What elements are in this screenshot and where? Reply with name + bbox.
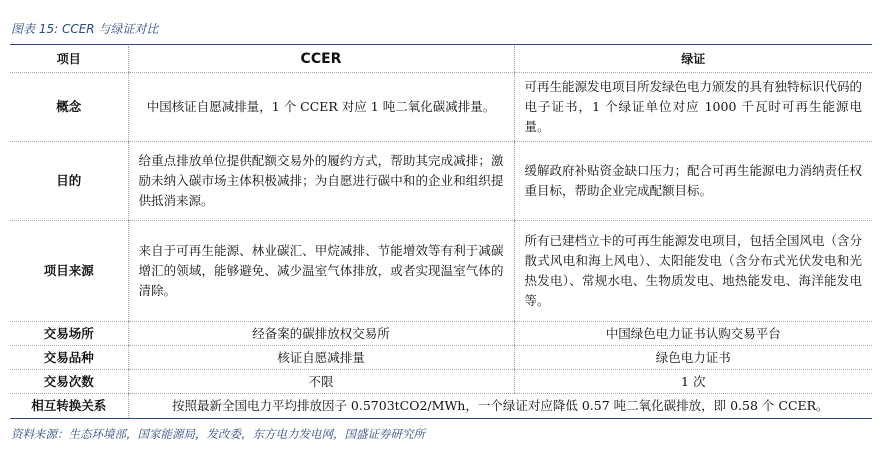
row-label: 交易次数: [10, 370, 128, 394]
figure-caption: 图表 15: CCER 与绿证对比: [11, 22, 159, 36]
header-row: [10, 46, 872, 73]
header-ccer: CCER: [128, 46, 514, 73]
row-label: 项目来源: [10, 221, 128, 322]
header-green-certificate: 绿证: [514, 46, 872, 73]
conversion-text: 按照最新全国电力平均排放因子 0.5703tCO2/MWh，一个绿证对应降低 0.57 吨二氧化碳排放，即 0.58 个 CCER。: [128, 394, 872, 419]
table-row: [10, 346, 872, 370]
row-label: 交易品种: [10, 346, 128, 370]
conversion-row: [10, 394, 872, 419]
ccer-cell: 给重点排放单位提供配额交易外的履约方式，帮助其完成减排；激励未纳入碳市场主体积极减排；为自愿进行碳中和的企业和组织提供抵消来源。: [128, 142, 514, 221]
green-cell: 绿色电力证书: [514, 346, 872, 370]
green-cell: 所有已建档立卡的可再生能源发电项目，包括全国风电（含分散式风电和海上风电）、太阳能发电（含分布式光伏发电和光热发电）、常规水电、生物质发电、地热能发电、海洋能发电等。: [514, 221, 872, 322]
table-row: [10, 322, 872, 346]
table-row: [10, 73, 872, 142]
table-row: [10, 221, 872, 322]
green-cell: 中国绿色电力证书认购交易平台: [514, 322, 872, 346]
row-label: 交易场所: [10, 322, 128, 346]
caption-divider: [10, 44, 872, 45]
ccer-cell: 中国核证自愿减排量，1 个 CCER 对应 1 吨二氧化碳减排量。: [128, 73, 514, 142]
table-row: [10, 142, 872, 221]
ccer-cell: 来自于可再生能源、林业碳汇、甲烷减排、节能增效等有利于减碳增汇的领域，能够避免、减少温室气体排放，或者实现温室气体的清除。: [128, 221, 514, 322]
source-note: 资料来源：生态环境部，国家能源局，发改委，东方电力发电网，国盛证券研究所: [11, 427, 425, 441]
conversion-label: 相互转换关系: [10, 394, 128, 419]
comparison-table: [10, 46, 872, 419]
green-cell: 可再生能源发电项目所发绿色电力颁发的具有独特标识代码的电子证书，1 个绿证单位对应 1000 千瓦时可再生能源电量。: [514, 73, 872, 142]
row-label: 目的: [10, 142, 128, 221]
ccer-cell: 核证自愿减排量: [128, 346, 514, 370]
table-row: [10, 370, 872, 394]
header-item: 项目: [10, 46, 128, 73]
row-label: 概念: [10, 73, 128, 142]
ccer-cell: 经备案的碳排放权交易所: [128, 322, 514, 346]
ccer-cell: 不限: [128, 370, 514, 394]
green-cell: 1 次: [514, 370, 872, 394]
green-cell: 缓解政府补贴资金缺口压力；配合可再生能源电力消纳责任权重目标，帮助企业完成配额目标。: [514, 142, 872, 221]
